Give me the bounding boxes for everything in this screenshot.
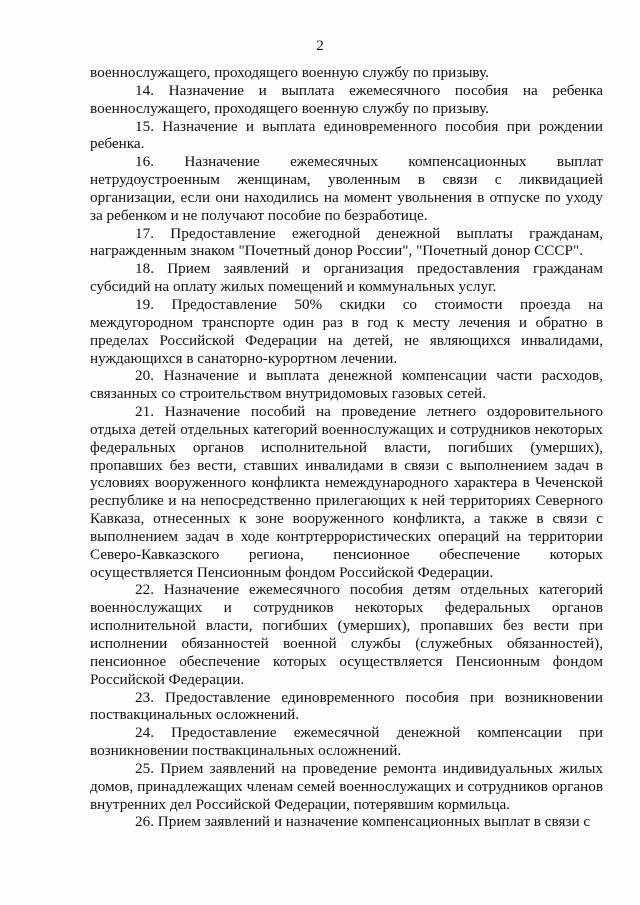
page-number: 2 — [316, 38, 324, 54]
paragraph-item-16: 16. Назначение ежемесячных компенсационных выплат нетрудоустроенным женщинам, уволенным в связи с ликвидацией организации, если они находились на момент увольнения в отпуске по уходу за ребенком и не получают пособие по безработице. — [90, 153, 603, 224]
paragraph-item-19: 19. Предоставление 50% скидки со стоимости проезда на междугородном транспорте один раз в год к месту лечения и обратно в пределах Российской Федерации на детей, не являющихся инвалидами, нуждающихся в санаторно-курортном лечении. — [90, 295, 603, 367]
paragraph-item-14: 14. Назначение и выплата ежемесячного пособия на ребенка военнослужащего, проходящего военную службу по призыву. — [90, 81, 603, 117]
paragraph-item-25: 25. Прием заявлений на проведение ремонта индивидуальных жилых домов, принадлежащих членам семей военнослужащих и сотрудников органов внутренних дел Российской Федерации, потерявшим кормильца. — [90, 759, 603, 813]
paragraph-item-18: 18. Прием заявлений и организация предоставления гражданам субсидий на оплату жилых помещений и коммунальных услуг. — [90, 260, 603, 296]
paragraph-item-20: 20. Назначение и выплата денежной компенсации части расходов, связанных со строительством внутридомовых газовых сетей. — [90, 367, 603, 403]
paragraph-item-21: 21. Назначение пособий на проведение летнего оздоровительного отдыха детей отдельных категорий военнослужащих и сотрудников некоторых федеральных органов исполнительной власти, погибших (умерших), пропавших без вести, ставших инвалидами в связи с выполнением задач в условиях вооруженного конфликта немеждународного характера в Чеченской республике и на непосредственно прилегающих к ней территориях Северного Кавказа, отнесенных к зоне вооруженного конфликта, а также в связи с выполнением задач в ходе контртеррористических операций на территории Северо-Кавказского региона, пенсионное обеспечение которых осуществляется Пенсионным фондом Российской Федерации. — [90, 403, 603, 581]
paragraph-item-15: 15. Назначение и выплата единовременного пособия при рождении ребенка. — [90, 117, 603, 153]
paragraph-item-24: 24. Предоставление ежемесячной денежной компенсации при возникновении поствакцинальных осложнений. — [90, 724, 603, 760]
document-body — [90, 64, 603, 831]
paragraph-item-23: 23. Предоставление единовременного пособия при возникновении поствакцинальных осложнений. — [90, 688, 603, 724]
paragraph-item-22: 22. Назначение ежемесячного пособия детям отдельных категорий военнослужащих и сотрудников некоторых федеральных органов исполнительной власти, погибших (умерших), пропавших без вести при исполнении обязанностей военной службы (служебных обязанностей), пенсионное обеспечение которых осуществляется Пенсионным фондом Российской Федерации. — [90, 581, 603, 688]
paragraph-continuation: военнослужащего, проходящего военную службу по призыву. — [90, 64, 489, 81]
paragraph-item-17: 17. Предоставление ежегодной денежной выплаты гражданам, награжденным знаком "Почетный донор России", "Почетный донор СССР". — [90, 224, 603, 260]
paragraph-item-26: 26. Прием заявлений и назначение компенсационных выплат в связи с — [135, 813, 591, 831]
